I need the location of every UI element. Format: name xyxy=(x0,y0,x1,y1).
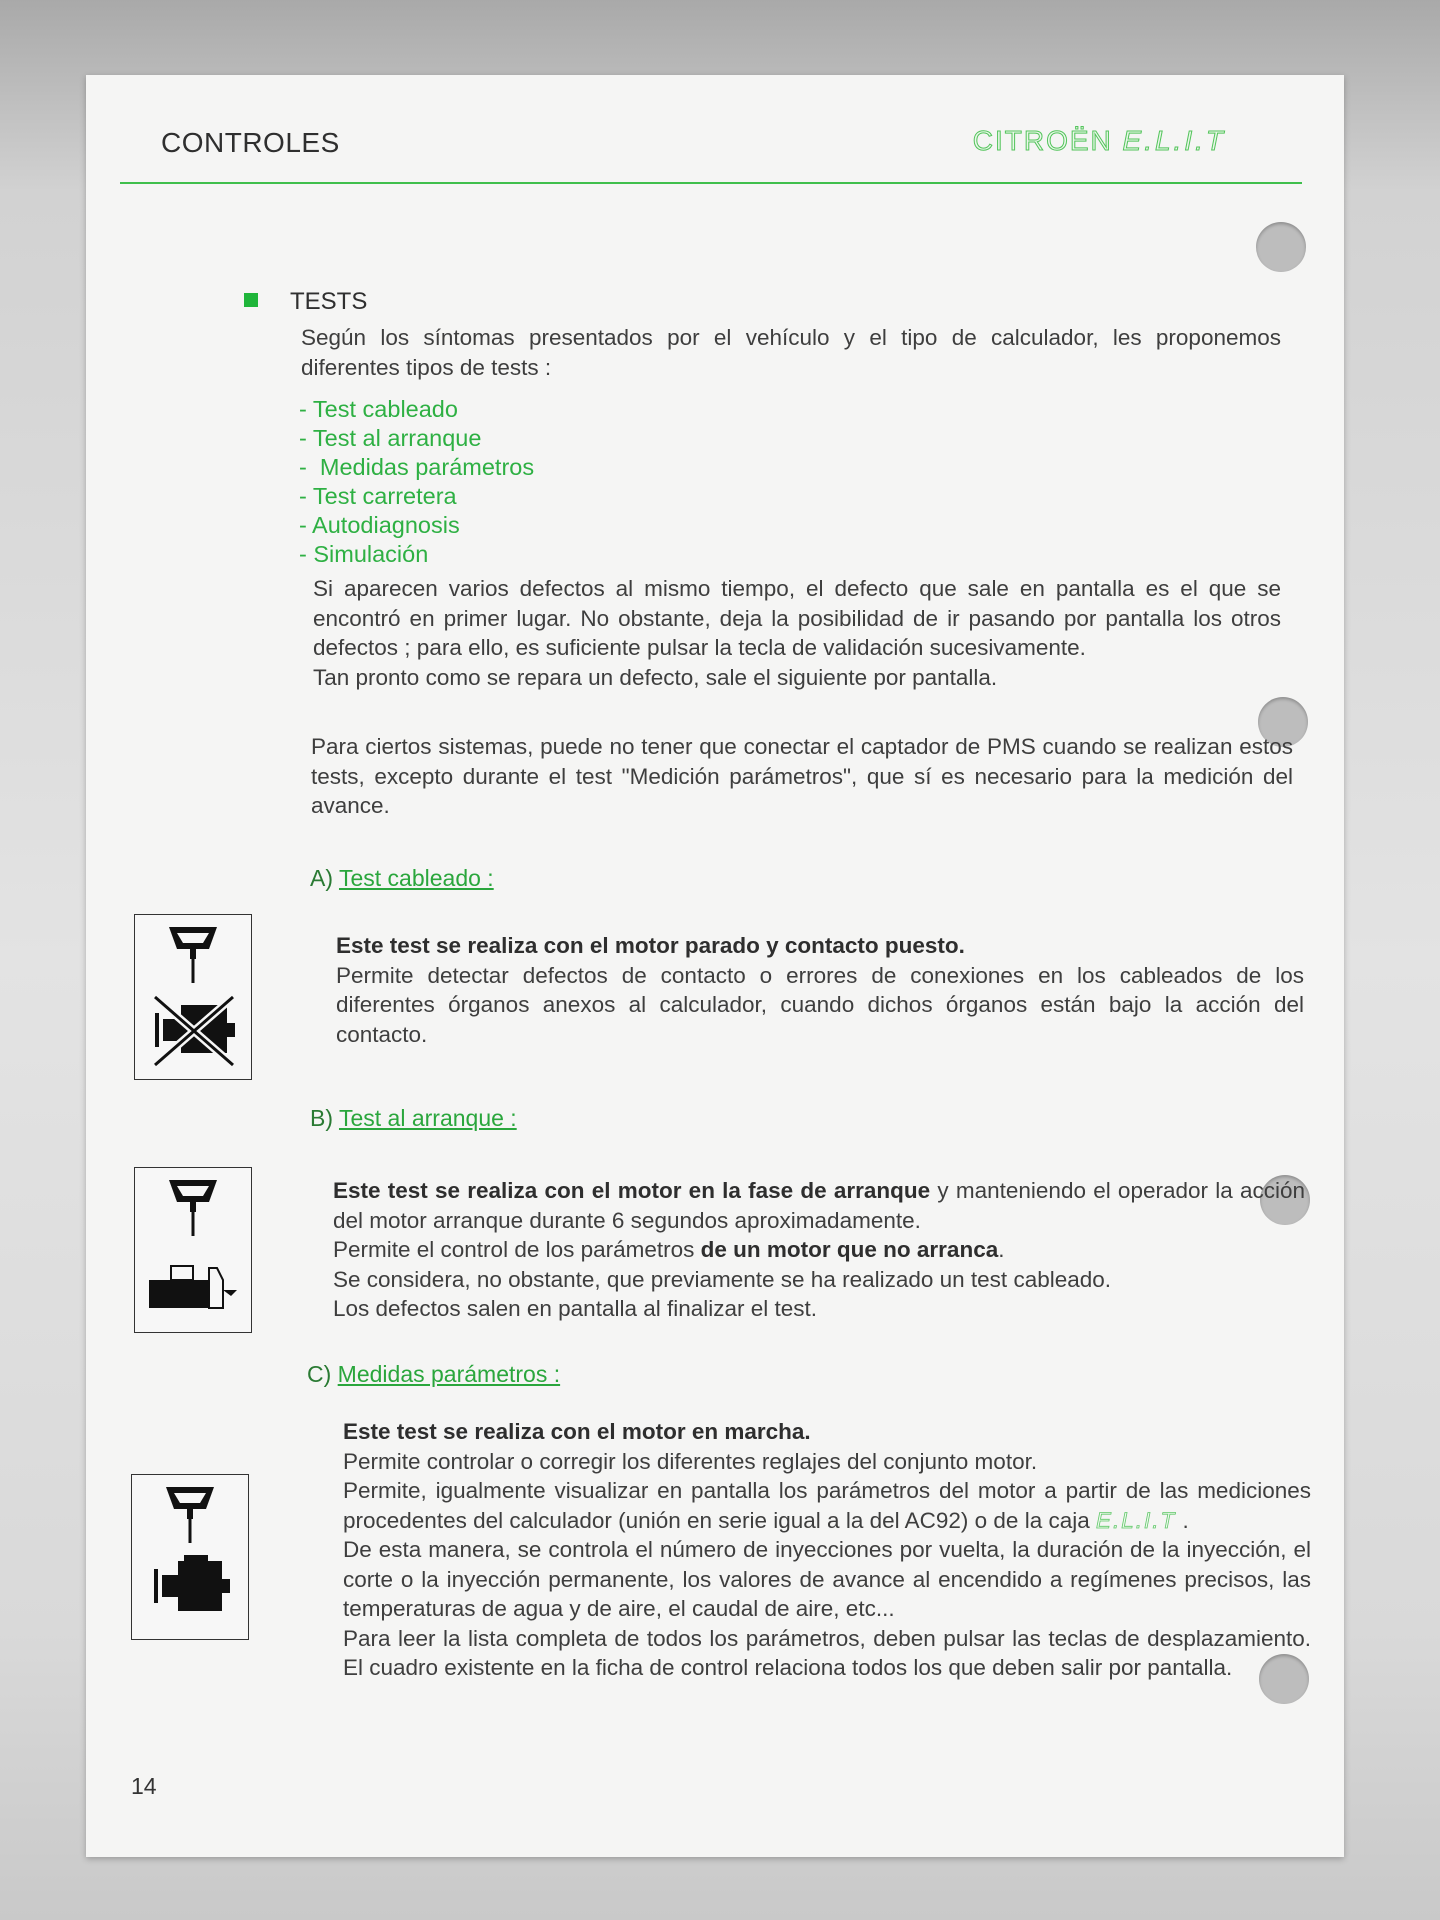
icon-box-starter xyxy=(134,1167,252,1333)
binder-hole xyxy=(1256,222,1306,272)
document-page xyxy=(86,75,1344,1857)
test-arranque-text: Este test se realiza con el motor en la fase de arranque y manteniendo el operador la acción del motor arranque durante 6 segundos aproximadamente. Permite el control de los parámetros de un motor que no arranca. Se considera, no obstante, que previamente se ha realizado un test cableado. Los defectos salen en pantalla al finalizar el test. xyxy=(333,1178,1305,1321)
subheading-medidas-parametros: C) Medidas parámetros : xyxy=(307,1361,561,1387)
diagnostic-plug-engine-stopped-icon xyxy=(135,915,251,1079)
header-title: CONTROLES xyxy=(161,127,340,158)
list-item: - Simulación xyxy=(299,541,429,567)
header-brand-logo: CITROËN E.L.I.T xyxy=(972,125,1226,156)
icon-box-engine-off xyxy=(134,914,252,1080)
page-number: 14 xyxy=(131,1773,157,1799)
header-divider xyxy=(120,182,1302,184)
list-item: - Medidas parámetros xyxy=(299,454,535,480)
section-intro: Según los síntomas presentados por el vehículo y el tipo de calculador, les proponemos diferentes tipos de tests : xyxy=(301,325,1281,380)
list-item: - Autodiagnosis xyxy=(299,512,460,538)
diagnostic-plug-engine-running-icon xyxy=(132,1475,248,1639)
list-item: - Test cableado xyxy=(299,396,458,422)
paragraph-pms: Para ciertos sistemas, puede no tener que conectar el captador de PMS cuando se realizan estos tests, excepto durante el test "Medición parámetros", que sí es necesario para la medición del avance. xyxy=(311,734,1293,818)
test-type-list xyxy=(299,395,534,569)
section-title: TESTS xyxy=(290,288,368,315)
medidas-parametros-text: Este test se realiza con el motor en marcha. Permite controlar o corregir los diferentes reglajes del conjunto motor. Permite, igualmente visualizar en pantalla los parámetros del motor a partir de las mediciones procedentes del calculador (unión en serie igual a la del AC92) o de la caja E.L.I.T . De esta manera, se controla el número de inyecciones por vuelta, la duración de la inyección, el corte o la inyección permanente, los valores de avance al encendido a regímenes precisos, las temperaturas de agua y de aire, el caudal de aire, etc... Para leer la lista completa de todos los parámetros, deben pulsar las teclas de desplazamiento. El cuadro existente en la ficha de control relaciona todos los que deben salir por pantalla. xyxy=(343,1419,1311,1680)
icon-box-engine-running xyxy=(131,1474,249,1640)
elit-brand-inline: E.L.I.T xyxy=(1095,1507,1177,1533)
subheading-test-arranque: B) Test al arranque : xyxy=(310,1105,517,1131)
test-cableado-text: Este test se realiza con el motor parado y contacto puesto. Permite detectar defectos de contacto o errores de conexiones en los cableados de los diferentes órganos anexos al calculador, cuando dichos órganos están bajo la acción del contacto. xyxy=(336,933,1304,1047)
subheading-test-cableado: A) Test cableado : xyxy=(310,865,494,891)
section-bullet-icon xyxy=(244,293,258,307)
paragraph-defects: Si aparecen varios defectos al mismo tiempo, el defecto que sale en pantalla es el que se encontró en primer lugar. No obstante, deja la posibilidad de ir pasando por pantalla los otros defectos ; para ello, es suficiente pulsar la tecla de validación sucesivamente. Tan pronto como se repara un defecto, sale el siguiente por pantalla. xyxy=(313,576,1281,690)
list-item: - Test carretera xyxy=(299,483,457,509)
list-item: - Test al arranque xyxy=(299,425,482,451)
diagnostic-plug-starter-motor-icon xyxy=(135,1168,251,1332)
